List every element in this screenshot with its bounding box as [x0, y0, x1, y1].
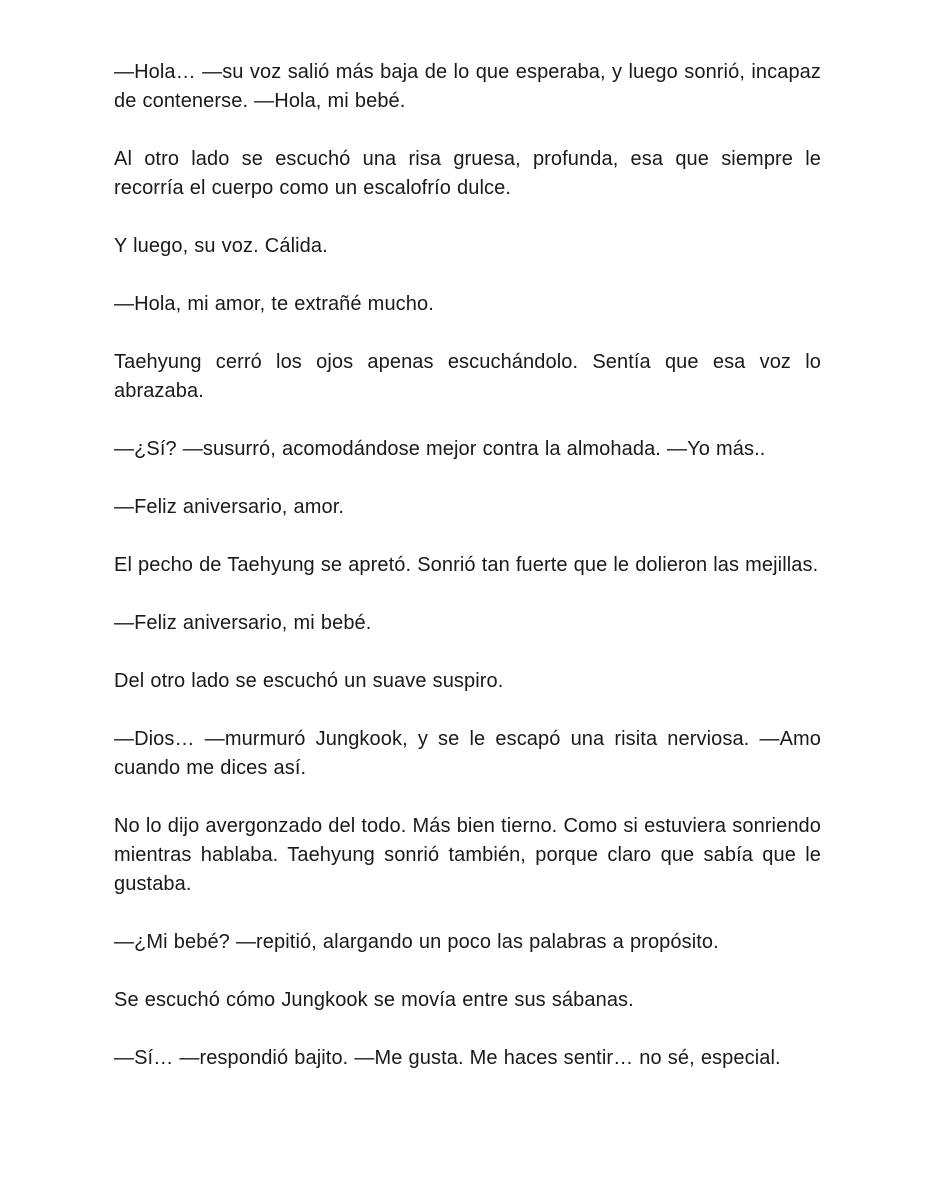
paragraph-2: Al otro lado se escuchó una risa gruesa, profunda, esa que siempre le recorría el cuerpo como un escalofrío dulce.: [114, 148, 821, 199]
paragraph-8: El pecho de Taehyung se apretó. Sonrió tan fuerte que le dolieron las mejillas.: [114, 554, 819, 576]
paragraph-9: —Feliz aniversario, mi bebé.: [114, 612, 372, 634]
paragraph-15: —Sí… —respondió bajito. —Me gusta. Me haces sentir… no sé, especial.: [114, 1047, 781, 1069]
paragraph-4: —Hola, mi amor, te extrañé mucho.: [114, 293, 434, 315]
paragraph-12: No lo dijo avergonzado del todo. Más bien tierno. Como si estuviera sonriendo mientras hablaba. Taehyung sonrió también, porque claro que sabía que le gustaba.: [114, 815, 821, 895]
paragraph-14: Se escuchó cómo Jungkook se movía entre sus sábanas.: [114, 989, 634, 1011]
paragraph-13: —¿Mi bebé? —repitió, alargando un poco las palabras a propósito.: [114, 931, 719, 953]
paragraph-11: —Dios… —murmuró Jungkook, y se le escapó una risita nerviosa. —Amo cuando me dices así.: [114, 728, 821, 779]
paragraph-5: Taehyung cerró los ojos apenas escuchándolo. Sentía que esa voz lo abrazaba.: [114, 351, 821, 402]
paragraph-7: —Feliz aniversario, amor.: [114, 496, 345, 518]
paragraph-6: —¿Sí? —susurró, acomodándose mejor contra la almohada. —Yo más..: [114, 438, 766, 460]
paragraph-3: Y luego, su voz. Cálida.: [114, 235, 328, 257]
paragraph-1: —Hola… —su voz salió más baja de lo que esperaba, y luego sonrió, incapaz de contenerse. —Hola, mi bebé.: [114, 61, 821, 112]
paragraph-10: Del otro lado se escuchó un suave suspiro.: [114, 670, 504, 692]
